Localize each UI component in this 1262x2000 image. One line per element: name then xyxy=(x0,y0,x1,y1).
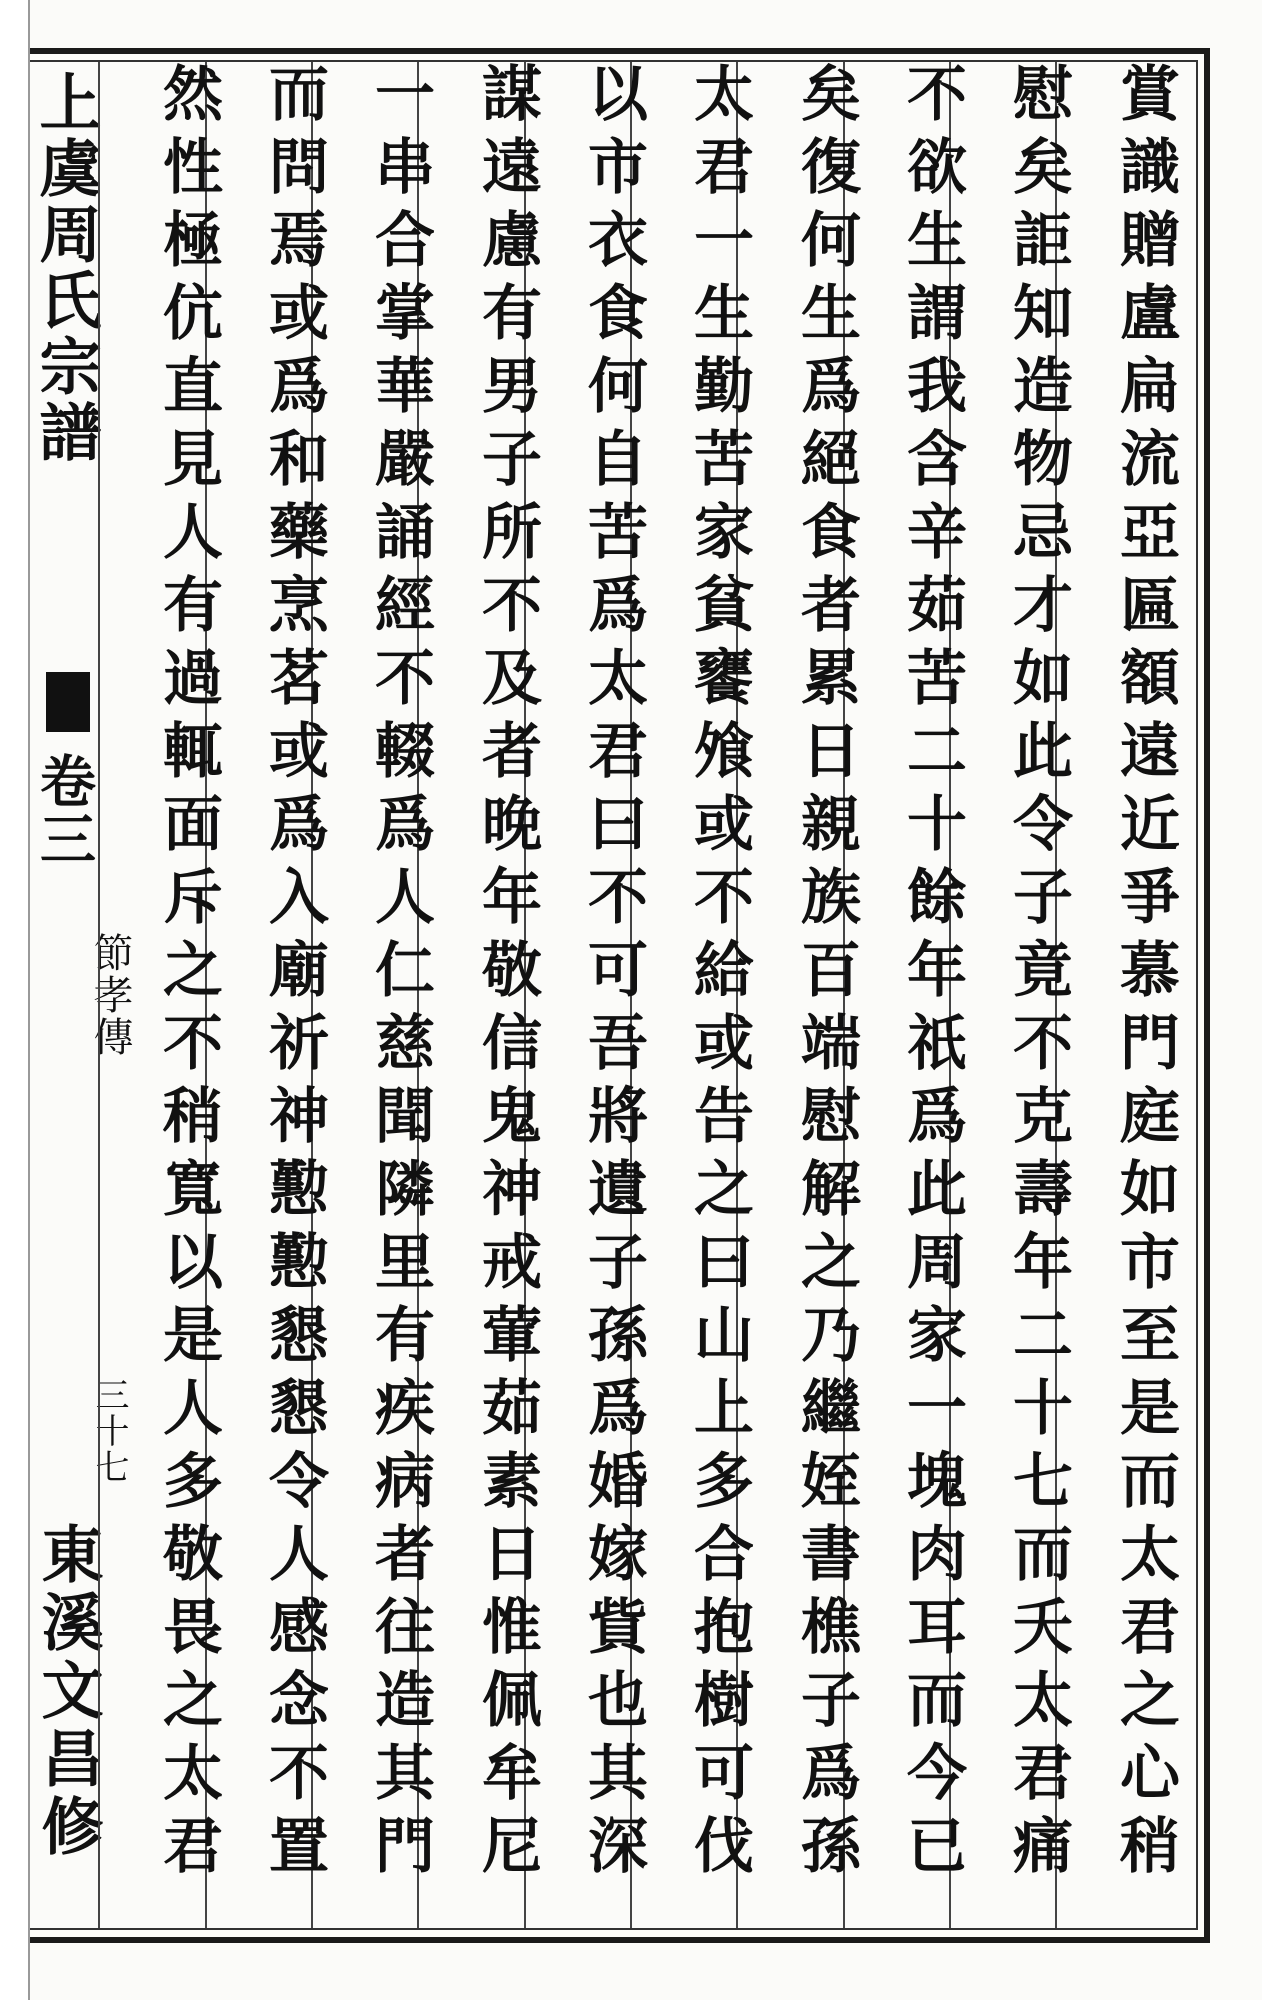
text-column-10 xyxy=(135,62,241,1928)
volume-label: 卷三 xyxy=(31,752,97,868)
page-edge xyxy=(0,0,30,2000)
text-column-6 xyxy=(560,62,666,1928)
column-text: 以市衣食何自苦爲太君曰不可吾將遺子孫爲婚嫁貲也其深 xyxy=(578,62,648,1887)
column-text: 謀遠慮有男子所不及者晚年敬信鬼神戒葷茹素日惟佩牟尼 xyxy=(472,62,542,1887)
hall-name: 東溪文昌修 xyxy=(31,1522,104,1862)
column-text: 矣復何生爲絕食者累日親族百端慰解之乃繼姪書樵子爲孫 xyxy=(791,62,861,1887)
column-text: 而問焉或爲和藥烹茗或爲入廟祈神懃懃懇懇令人感念不置 xyxy=(259,62,329,1887)
section-label: 節孝傳 xyxy=(87,932,133,1058)
page-number: 三十七 xyxy=(89,1377,129,1485)
genealogy-title: 上虞周氏宗譜 xyxy=(29,70,102,466)
text-column-9 xyxy=(241,62,347,1928)
column-text: 慰矣詎知造物忌才如此令子竟不克壽年二十七而夭太君痛 xyxy=(1003,62,1073,1887)
text-column-5 xyxy=(666,62,772,1928)
text-column-1 xyxy=(1092,62,1198,1928)
text-column-7 xyxy=(454,62,560,1928)
column-text: 賞識贈盧扁流亞匾額遠近爭慕門庭如市至是而太君之心稍 xyxy=(1110,62,1180,1887)
fish-tail-block xyxy=(46,672,90,732)
column-text: 不欲生謂我含辛茹苦二十餘年祇爲此周家一塊肉耳而今已 xyxy=(897,62,967,1887)
column-text: 然性極伉直見人有過輒面斥之不稍寬以是人多敬畏之太君 xyxy=(153,62,223,1887)
text-column-3 xyxy=(879,62,985,1928)
text-column-8 xyxy=(347,62,453,1928)
column-text: 太君一生勤苦家貧饔飧或不給或告之曰山上多合抱樹可伐 xyxy=(684,62,754,1887)
column-rule xyxy=(98,62,100,1928)
text-column-2 xyxy=(985,62,1091,1928)
column-text: 一串合掌華嚴誦經不輟爲人仁慈聞隣里有疾病者往造其門 xyxy=(365,62,435,1887)
text-column-4 xyxy=(773,62,879,1928)
margin-strip xyxy=(29,62,133,1928)
